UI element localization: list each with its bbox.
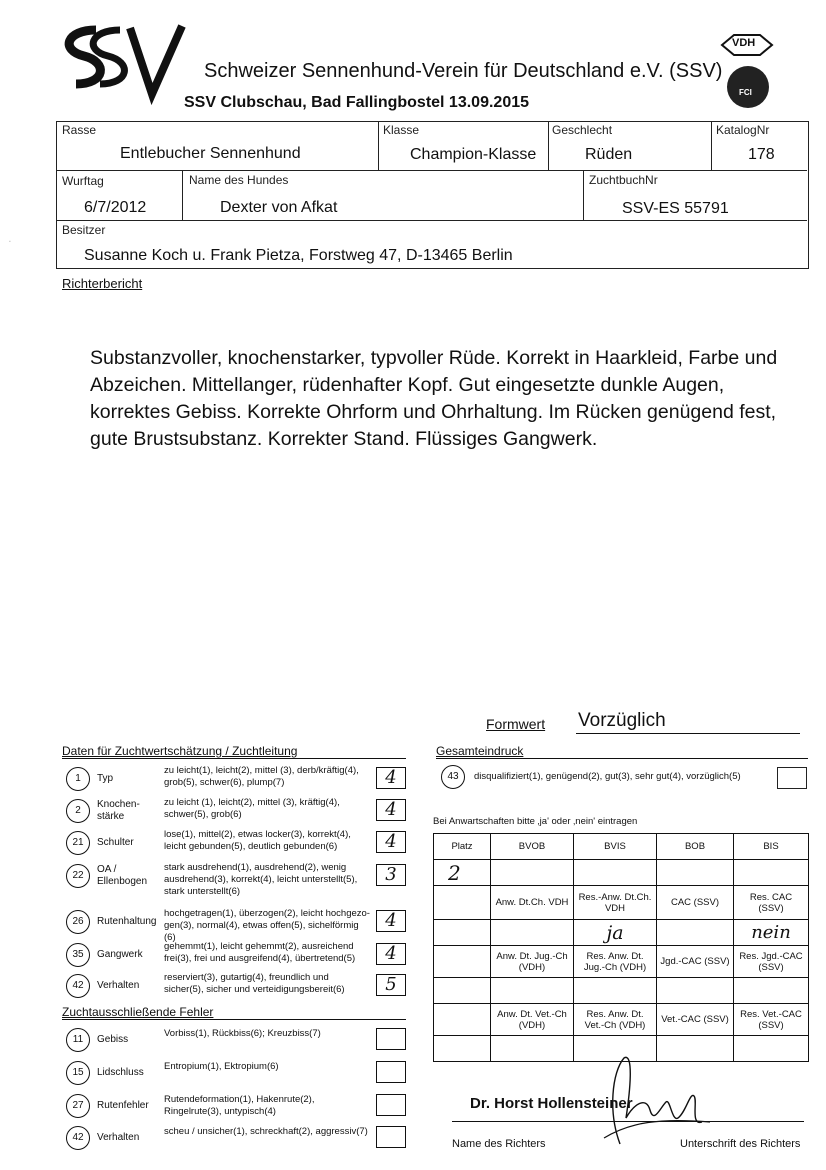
zucht-heading: Daten für Zuchtwertschätzung / Zuchtleitung — [62, 744, 298, 758]
criterion-number: 1 — [66, 767, 90, 791]
cell: Anw. Dt. Jug.-Ch (VDH) — [491, 946, 574, 978]
zuchtbuch-label: ZuchtbuchNr — [589, 173, 658, 187]
criterion-score[interactable]: 4 — [376, 831, 406, 853]
cell[interactable] — [574, 860, 657, 886]
faults-heading: Zuchtausschließende Fehler — [62, 1005, 214, 1019]
fault-box[interactable] — [376, 1028, 406, 1050]
fault-name: Gebiss — [97, 1034, 129, 1045]
fault-number: 42 — [66, 1126, 90, 1150]
cell[interactable] — [574, 978, 657, 1004]
cell: Res.-Anw. Dt.Ch. VDH — [574, 886, 657, 920]
criterion-desc: zu leicht (1), leicht(2), mittel (3), kräftig(4), schwer(5), grob(6) — [164, 797, 340, 820]
cell — [434, 1004, 491, 1036]
criterion-name: Schulter — [97, 837, 134, 848]
richterbericht-label: Richterbericht — [62, 276, 143, 291]
cell[interactable] — [434, 978, 491, 1004]
klasse-value: Champion-Klasse — [410, 146, 537, 163]
cell: Res. CAC (SSV) — [734, 886, 809, 920]
formwert-value: Vorzüglich — [578, 710, 666, 731]
formwert-line — [576, 733, 800, 734]
fault-box[interactable] — [376, 1126, 406, 1148]
criterion-score[interactable]: 4 — [376, 910, 406, 932]
dog-name-value: Dexter von Afkat — [220, 199, 338, 216]
fault-name: Verhalten — [97, 1132, 140, 1143]
vdh-logo — [726, 33, 770, 55]
fci-logo — [727, 66, 769, 108]
divider — [711, 121, 712, 170]
judge-name: Dr. Horst Hollensteiner — [470, 1095, 633, 1112]
side-print: · — [6, 240, 13, 243]
criterion-name: Rutenhaltung — [97, 916, 157, 927]
vdh-text: VDH — [732, 37, 756, 49]
cell: CAC (SSV) — [657, 886, 734, 920]
cell: Vet.-CAC (SSV) — [657, 1004, 734, 1036]
header-bvis: BVIS — [574, 834, 657, 860]
fault-desc: Vorbiss(1), Rückbiss(6); Kreuzbiss(7) — [164, 1028, 321, 1039]
cell[interactable] — [491, 978, 574, 1004]
criterion-name: Verhalten — [97, 980, 140, 991]
fault-desc: scheu / unsicher(1), schreckhaft(2), aggressiv(7) — [164, 1126, 368, 1137]
criterion-score[interactable]: 4 — [376, 799, 406, 821]
cell — [434, 946, 491, 978]
criterion-number: 26 — [66, 910, 90, 934]
divider — [182, 170, 183, 220]
criterion-score[interactable]: 4 — [376, 767, 406, 789]
criterion-desc: stark ausdrehend(1), ausdrehend(2), wenig ausdrehend(3), korrekt(4), leicht unterstellt(5), stark unterstellt(6) — [164, 862, 358, 897]
cell: Jgd.-CAC (SSV) — [657, 946, 734, 978]
fault-number: 15 — [66, 1061, 90, 1085]
name-label: Name des Hundes — [189, 173, 289, 187]
ssv-logo — [56, 22, 188, 106]
geschlecht-label: Geschlecht — [552, 123, 613, 137]
cell[interactable] — [434, 1036, 491, 1062]
rasse-label: Rasse — [62, 123, 97, 137]
platz-value[interactable]: 2 — [434, 860, 491, 886]
criterion-name: OA / Ellenbogen — [97, 864, 148, 887]
header-bvob: BVOB — [491, 834, 574, 860]
fault-desc: Rutendeformation(1), Hakenrute(2), Ringelrute(3), untypisch(4) — [164, 1094, 315, 1117]
geschlecht-value: Rüden — [585, 146, 633, 163]
klasse-label: Klasse — [383, 123, 420, 137]
cell[interactable] — [657, 920, 734, 946]
gesamt-number: 43 — [441, 765, 465, 789]
cell — [434, 886, 491, 920]
cell[interactable] — [491, 1036, 574, 1062]
gesamt-score-box[interactable] — [777, 767, 807, 789]
divider — [548, 121, 549, 170]
besitzer-value: Susanne Koch u. Frank Pietza, Forstweg 47, D-13465 Berlin — [84, 247, 513, 264]
cell[interactable] — [491, 860, 574, 886]
cell[interactable] — [657, 860, 734, 886]
criterion-desc: lose(1), mittel(2), etwas locker(3), korrekt(4), leicht gebunden(5), deutlich gebunden(6) — [164, 829, 351, 852]
fault-name: Lidschluss — [97, 1067, 144, 1078]
divider — [56, 220, 807, 221]
criterion-number: 42 — [66, 974, 90, 998]
rasse-value: Entlebucher Sennenhund — [120, 145, 301, 162]
cell: Anw. Dt.Ch. VDH — [491, 886, 574, 920]
criterion-name: Knochen- stärke — [97, 799, 140, 822]
criterion-desc: hochgetragen(1), überzogen(2), leicht hochgezo-gen(3), normal(4), etwas offen(5), sichelförmig (6) — [164, 908, 370, 943]
judge-signature — [590, 1052, 720, 1152]
fault-box[interactable] — [376, 1061, 406, 1083]
header-platz: Platz — [434, 834, 491, 860]
fault-number: 27 — [66, 1094, 90, 1118]
divider — [378, 121, 379, 170]
criterion-number: 35 — [66, 943, 90, 967]
katalog-value: 178 — [748, 146, 775, 163]
criterion-name: Gangwerk — [97, 949, 143, 960]
signature-label: Unterschrift des Richters — [680, 1138, 801, 1150]
wurftag-value: 6/7/2012 — [84, 199, 147, 216]
bis-answer[interactable]: nein — [734, 920, 809, 946]
criterion-desc: zu leicht(1), leicht(2), mittel (3), derb/kräftig(4), grob(5), schwer(6), plump(7) — [164, 765, 359, 788]
cell[interactable] — [491, 920, 574, 946]
club-name: Schweizer Sennenhund-Verein für Deutschland e.V. (SSV) — [204, 60, 723, 82]
criterion-number: 2 — [66, 799, 90, 823]
divider — [62, 758, 406, 759]
cell: Res. Anw. Dt. Jug.-Ch (VDH) — [574, 946, 657, 978]
divider — [56, 170, 807, 171]
report-text: Substanzvoller, knochenstarker, typvoller Rüde. Korrekt in Haarkleid, Farbe und Abzeichen. Mittellanger, rüdenhafter Kopf. Gut eingesetzte dunkle Augen, korrektes Gebiss. Korrekte Ohrform und Ohrhaltung. Im Rücken genügend fest, gute Brustsubstanz. Korrekter Stand. Flüssiges Gangwerk. — [90, 347, 778, 450]
criterion-desc: gehemmt(1), leicht gehemmt(2), ausreichend frei(3), frei und ausgreifend(4), übertretend(5) — [164, 941, 356, 964]
wurftag-label: Wurftag — [62, 174, 104, 188]
criterion-score[interactable]: 5 — [376, 974, 406, 996]
besitzer-label: Besitzer — [62, 223, 106, 237]
gesamt-desc: disqualifiziert(1), genügend(2), gut(3), sehr gut(4), vorzüglich(5) — [474, 771, 741, 782]
katalog-label: KatalogNr — [716, 123, 770, 137]
formwert-label: Formwert — [486, 716, 546, 732]
fault-desc: Entropium(1), Ektropium(6) — [164, 1061, 279, 1072]
cell: Res. Jgd.-CAC (SSV) — [734, 946, 809, 978]
criterion-name: Typ — [97, 773, 114, 784]
header-bis: BIS — [734, 834, 809, 860]
cell[interactable] — [734, 860, 809, 886]
criterion-number: 21 — [66, 831, 90, 855]
divider — [62, 1019, 406, 1020]
cell[interactable] — [657, 978, 734, 1004]
show-title: SSV Clubschau, Bad Fallingbostel 13.09.2015 — [184, 94, 530, 111]
criterion-score[interactable]: 3 — [376, 864, 406, 886]
cell[interactable] — [734, 1036, 809, 1062]
criterion-number: 22 — [66, 864, 90, 888]
fault-name: Rutenfehler — [97, 1100, 149, 1111]
bvis-answer[interactable]: ja — [574, 920, 657, 946]
cell: Res. Anw. Dt. Vet.-Ch (VDH) — [574, 1004, 657, 1036]
zuchtbuch-value: SSV-ES 55791 — [622, 200, 729, 217]
criterion-desc: reserviert(3), gutartig(4), freundlich und sicher(5), sicher und verteidigungsbereit(6) — [164, 972, 345, 995]
cell: Res. Vet.-CAC (SSV) — [734, 1004, 809, 1036]
judge-name-label: Name des Richters — [452, 1138, 546, 1150]
anwartschaft-table — [433, 833, 809, 1062]
anwartschaft-note: Bei Anwartschaften bitte ‚ja' oder ‚nein' eintragen — [433, 816, 638, 827]
cell[interactable] — [734, 978, 809, 1004]
fault-box[interactable] — [376, 1094, 406, 1116]
criterion-score[interactable]: 4 — [376, 943, 406, 965]
header-bob: BOB — [657, 834, 734, 860]
divider — [436, 758, 808, 759]
fault-number: 11 — [66, 1028, 90, 1052]
cell[interactable] — [434, 920, 491, 946]
gesamt-heading: Gesamteindruck — [436, 744, 524, 758]
divider — [583, 170, 584, 220]
fci-text: FCI — [739, 88, 752, 97]
cell: Anw. Dt. Vet.-Ch (VDH) — [491, 1004, 574, 1036]
